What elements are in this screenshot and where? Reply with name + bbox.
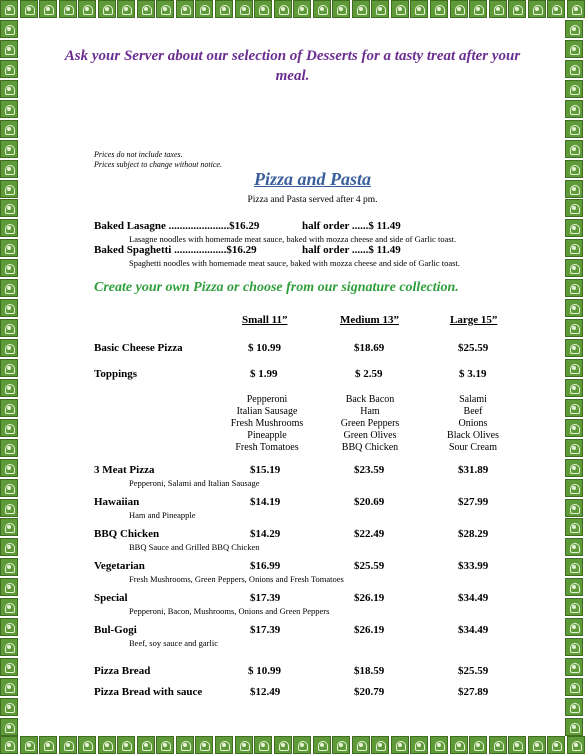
border-tile-icon	[352, 736, 370, 754]
border-tile-icon	[137, 736, 155, 754]
price-small: $14.19	[250, 496, 281, 508]
border-tile-icon	[565, 80, 583, 98]
price-medium: $ 2.59	[355, 368, 383, 380]
border-tile-icon	[547, 0, 565, 18]
item-price: $16.29	[226, 244, 257, 256]
border-tile-icon	[0, 638, 18, 656]
border-tile-icon	[313, 736, 331, 754]
size-header-small: Small 11”	[242, 314, 288, 326]
border-tile-icon	[156, 736, 174, 754]
border-tile-icon	[547, 736, 565, 754]
leader-dots: ......................	[168, 220, 230, 232]
price-medium: $23.59	[354, 464, 385, 476]
border-tile-icon	[98, 736, 116, 754]
price-large: $33.99	[458, 560, 489, 572]
border-tile-icon	[0, 120, 18, 138]
price-medium: $26.19	[354, 624, 385, 636]
item-description: Fresh Mushrooms, Green Peppers, Onions and Fresh Tomatoes	[129, 574, 344, 584]
leader-dots: ......	[351, 244, 369, 256]
page-subtitle: Pizza and Pasta served after 4 pm.	[247, 195, 378, 205]
border-tile-icon	[293, 736, 311, 754]
topping-list-2: Back Bacon Ham Green Peppers Green Olives BBQ Chicken	[340, 394, 400, 453]
item-name: Bul-Gogi	[94, 624, 137, 636]
border-tile-icon	[567, 736, 585, 754]
item-description: Lasagne noodles with homemade meat sauce, baked with mozza cheese and side of Garlic toast.	[129, 234, 457, 244]
half-order	[302, 244, 401, 256]
border-tile-icon	[430, 736, 448, 754]
item-name: 3 Meat Pizza	[94, 464, 155, 476]
border-tile-icon	[0, 736, 18, 754]
price-medium: $20.79	[354, 686, 385, 698]
border-tile-icon	[0, 439, 18, 457]
border-tile-icon	[0, 379, 18, 397]
border-tile-icon	[0, 718, 18, 736]
border-tile-icon	[565, 518, 583, 536]
half-order-price: $ 11.49	[368, 220, 401, 232]
border-tile-icon	[274, 0, 292, 18]
price-medium: $25.59	[354, 560, 385, 572]
border-tile-icon	[0, 578, 18, 596]
decorative-border-left	[0, 20, 20, 736]
border-tile-icon	[0, 538, 18, 556]
border-tile-icon	[0, 678, 18, 696]
border-tile-icon	[352, 0, 370, 18]
price-small: $14.29	[250, 528, 281, 540]
border-tile-icon	[0, 419, 18, 437]
border-tile-icon	[410, 736, 428, 754]
border-tile-icon	[0, 279, 18, 297]
border-tile-icon	[59, 736, 77, 754]
item-price: $16.29	[229, 220, 260, 232]
border-tile-icon	[391, 0, 409, 18]
border-tile-icon	[430, 0, 448, 18]
size-header-large: Large 15”	[450, 314, 498, 326]
border-tile-icon	[0, 399, 18, 417]
border-tile-icon	[565, 120, 583, 138]
border-tile-icon	[0, 259, 18, 277]
border-tile-icon	[565, 100, 583, 118]
border-tile-icon	[565, 698, 583, 716]
border-tile-icon	[0, 219, 18, 237]
border-tile-icon	[39, 0, 57, 18]
border-tile-icon	[450, 736, 468, 754]
price-large: $34.49	[458, 592, 489, 604]
item-description: Ham and Pineapple	[129, 510, 196, 520]
topping-list-1: Pepperoni Italian Sausage Fresh Mushrooms Pineapple Fresh Tomatoes	[230, 394, 304, 453]
border-tile-icon	[565, 598, 583, 616]
price-large: $27.99	[458, 496, 489, 508]
border-tile-icon	[215, 0, 233, 18]
border-tile-icon	[508, 0, 526, 18]
border-tile-icon	[0, 658, 18, 676]
border-tile-icon	[0, 339, 18, 357]
price-note-taxes: Prices do not include taxes.	[94, 150, 183, 159]
price-small: $ 1.99	[250, 368, 278, 380]
border-tile-icon	[567, 0, 585, 18]
border-tile-icon	[137, 0, 155, 18]
border-tile-icon	[176, 0, 194, 18]
item-name: BBQ Chicken	[94, 528, 160, 540]
price-small: $12.49	[250, 686, 281, 698]
border-tile-icon	[254, 0, 272, 18]
border-tile-icon	[20, 0, 38, 18]
border-tile-icon	[410, 0, 428, 18]
border-tile-icon	[20, 736, 38, 754]
border-tile-icon	[565, 239, 583, 257]
price-small: $ 10.99	[248, 665, 281, 677]
border-tile-icon	[117, 0, 135, 18]
basic-cheese-name: Basic Cheese Pizza	[94, 342, 183, 354]
border-tile-icon	[565, 379, 583, 397]
border-tile-icon	[156, 0, 174, 18]
border-tile-icon	[565, 20, 583, 38]
price-small: $17.39	[250, 592, 281, 604]
border-tile-icon	[235, 736, 253, 754]
item-name: Special	[94, 592, 128, 604]
price-small: $16.99	[250, 560, 281, 572]
border-tile-icon	[313, 0, 331, 18]
price-large: $25.59	[458, 665, 489, 677]
border-tile-icon	[565, 439, 583, 457]
pasta-name-line	[94, 220, 259, 232]
border-tile-icon	[565, 299, 583, 317]
border-tile-icon	[508, 736, 526, 754]
price-medium: $18.69	[354, 342, 385, 354]
border-tile-icon	[254, 736, 272, 754]
border-tile-icon	[0, 60, 18, 78]
border-tile-icon	[293, 0, 311, 18]
item-description: Spaghetti noodles with homemade meat sauce, baked with mozza cheese and side of Garlic toast.	[129, 258, 460, 268]
border-tile-icon	[0, 459, 18, 477]
half-order-price: $ 11.49	[368, 244, 401, 256]
item-name: Baked Lasagne	[94, 220, 166, 232]
border-tile-icon	[565, 718, 583, 736]
half-order-label: half order	[302, 244, 350, 256]
price-note-change: Prices subject to change without notice.	[94, 160, 222, 169]
page-title: Pizza and Pasta	[253, 169, 372, 189]
price-large: $31.89	[458, 464, 489, 476]
border-tile-icon	[565, 618, 583, 636]
border-tile-icon	[565, 678, 583, 696]
leader-dots: ......	[351, 220, 369, 232]
border-tile-icon	[565, 578, 583, 596]
item-name: Baked Spaghetti	[94, 244, 172, 256]
price-large: $28.29	[458, 528, 489, 540]
border-tile-icon	[0, 0, 18, 18]
pizza-heading: Create your own Pizza or choose from our signature collection.	[94, 280, 459, 295]
border-tile-icon	[565, 538, 583, 556]
border-tile-icon	[78, 0, 96, 18]
border-tile-icon	[98, 0, 116, 18]
border-tile-icon	[565, 140, 583, 158]
border-tile-icon	[565, 60, 583, 78]
border-tile-icon	[0, 140, 18, 158]
border-tile-icon	[0, 558, 18, 576]
border-tile-icon	[469, 736, 487, 754]
price-medium: $18.59	[354, 665, 385, 677]
border-tile-icon	[78, 736, 96, 754]
border-tile-icon	[565, 319, 583, 337]
border-tile-icon	[565, 419, 583, 437]
border-tile-icon	[565, 279, 583, 297]
border-tile-icon	[332, 736, 350, 754]
half-order-label: half order	[302, 220, 350, 232]
item-description: Pepperoni, Salami and Italian Sausage	[129, 478, 260, 488]
item-description: Pepperoni, Bacon, Mushrooms, Onions and Green Peppers	[129, 606, 330, 616]
border-tile-icon	[176, 736, 194, 754]
border-tile-icon	[565, 259, 583, 277]
item-name: Pizza Bread with sauce	[94, 686, 203, 698]
border-tile-icon	[391, 736, 409, 754]
border-tile-icon	[0, 499, 18, 517]
border-tile-icon	[565, 339, 583, 357]
border-tile-icon	[0, 40, 18, 58]
border-tile-icon	[195, 0, 213, 18]
item-name: Pizza Bread	[94, 665, 151, 677]
price-large: $34.49	[458, 624, 489, 636]
border-tile-icon	[274, 736, 292, 754]
border-tile-icon	[489, 0, 507, 18]
border-tile-icon	[195, 736, 213, 754]
topping-list-3: Salami Beef Onions Black Olives Sour Cream	[447, 394, 499, 453]
border-tile-icon	[565, 40, 583, 58]
item-name: Hawaiian	[94, 496, 140, 508]
price-medium: $26.19	[354, 592, 385, 604]
border-tile-icon	[565, 499, 583, 517]
item-description: BBQ Sauce and Grilled BBQ Chicken	[129, 542, 260, 552]
border-tile-icon	[0, 239, 18, 257]
border-tile-icon	[565, 399, 583, 417]
border-tile-icon	[0, 319, 18, 337]
price-small: $17.39	[250, 624, 281, 636]
toppings-name: Toppings	[94, 368, 138, 380]
border-tile-icon	[371, 736, 389, 754]
border-tile-icon	[371, 0, 389, 18]
border-tile-icon	[450, 0, 468, 18]
decorative-border-bottom	[0, 736, 585, 756]
decorative-border-top	[0, 0, 585, 20]
border-tile-icon	[0, 479, 18, 497]
border-tile-icon	[565, 359, 583, 377]
border-tile-icon	[565, 479, 583, 497]
border-tile-icon	[215, 736, 233, 754]
border-tile-icon	[0, 80, 18, 98]
border-tile-icon	[528, 0, 546, 18]
border-tile-icon	[39, 736, 57, 754]
border-tile-icon	[0, 100, 18, 118]
border-tile-icon	[565, 219, 583, 237]
size-header-medium: Medium 13”	[340, 314, 399, 326]
border-tile-icon	[117, 736, 135, 754]
price-medium: $22.49	[354, 528, 385, 540]
border-tile-icon	[0, 598, 18, 616]
border-tile-icon	[0, 618, 18, 636]
leader-dots: ...................	[174, 244, 227, 256]
border-tile-icon	[0, 698, 18, 716]
border-tile-icon	[235, 0, 253, 18]
price-medium: $20.69	[354, 496, 385, 508]
price-large: $25.59	[458, 342, 489, 354]
pasta-name-line	[94, 244, 257, 256]
border-tile-icon	[528, 736, 546, 754]
border-tile-icon	[565, 638, 583, 656]
border-tile-icon	[332, 0, 350, 18]
border-tile-icon	[0, 359, 18, 377]
price-small: $15.19	[250, 464, 281, 476]
price-large: $27.89	[458, 686, 489, 698]
dessert-promo: Ask your Server about our selection of Desserts for a tasty treat after your meal.	[64, 48, 521, 84]
border-tile-icon	[0, 20, 18, 38]
border-tile-icon	[469, 0, 487, 18]
border-tile-icon	[59, 0, 77, 18]
price-small: $ 10.99	[248, 342, 281, 354]
border-tile-icon	[489, 736, 507, 754]
half-order	[302, 220, 401, 232]
decorative-border-right	[565, 20, 585, 736]
price-large: $ 3.19	[459, 368, 487, 380]
border-tile-icon	[0, 299, 18, 317]
border-tile-icon	[565, 558, 583, 576]
border-tile-icon	[0, 518, 18, 536]
item-description: Beef, soy sauce and garlic	[129, 638, 218, 648]
border-tile-icon	[565, 459, 583, 477]
item-name: Vegetarian	[94, 560, 145, 572]
border-tile-icon	[565, 658, 583, 676]
